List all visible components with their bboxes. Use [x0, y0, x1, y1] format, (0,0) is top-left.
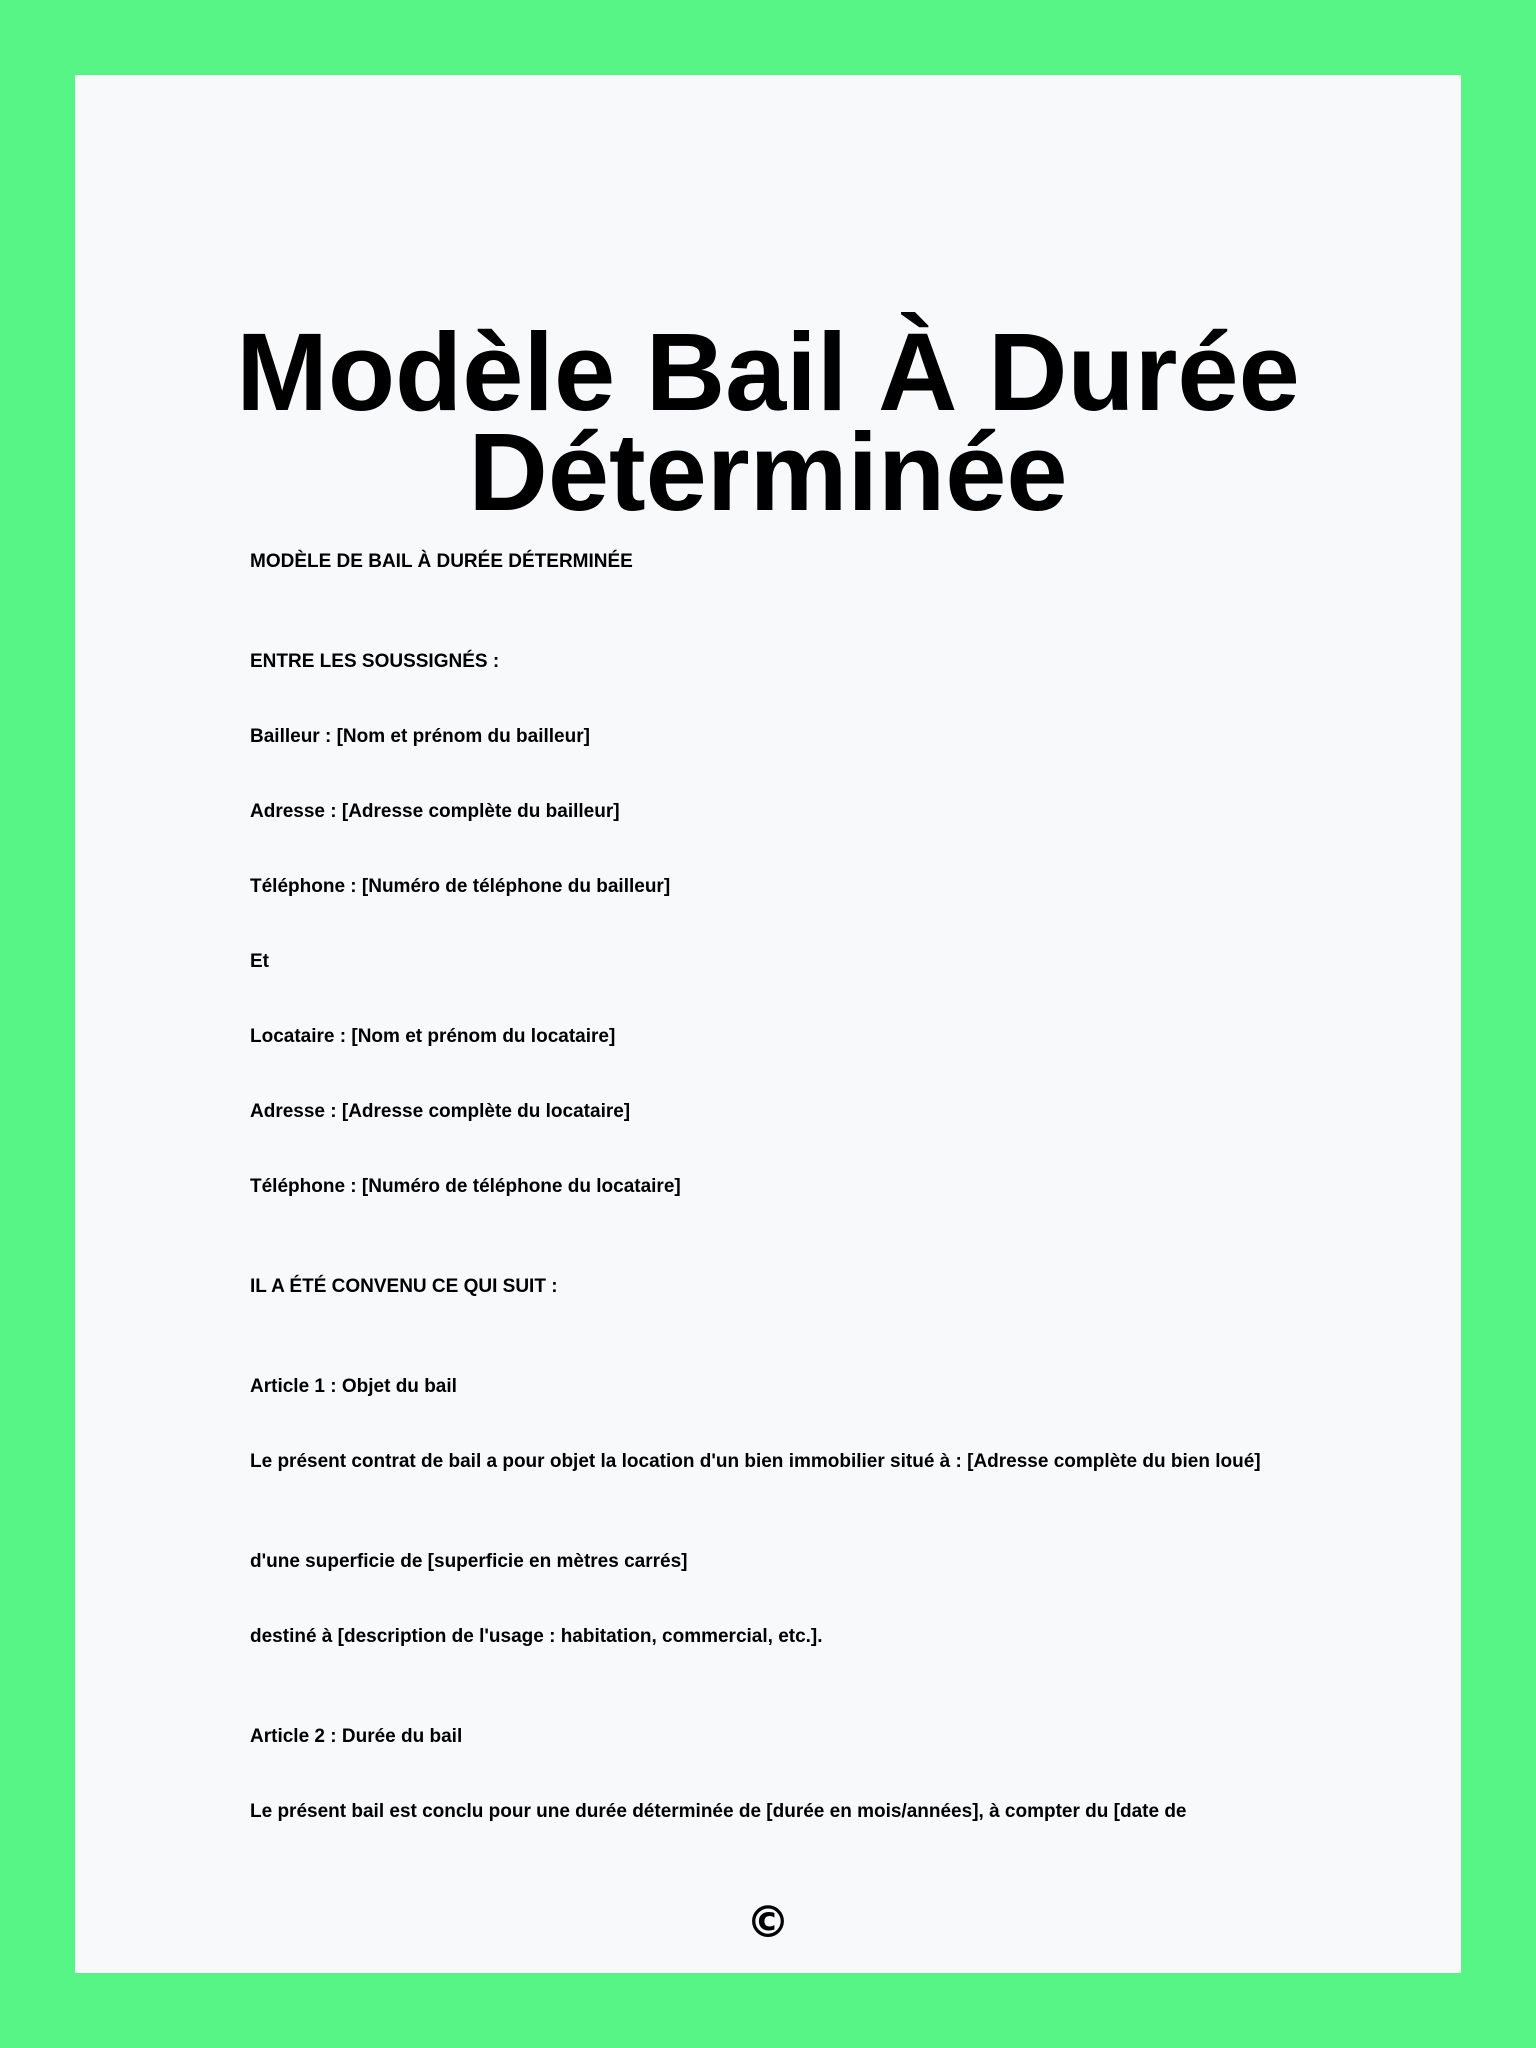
document-heading: MODÈLE DE BAIL À DURÉE DÉTERMINÉE: [250, 551, 633, 572]
title-line-1: Modèle Bail À Durée: [236, 311, 1300, 434]
title-line-2: Déterminée: [468, 411, 1068, 534]
tenant-phone: Téléphone : [Numéro de téléphone du locataire]: [250, 1176, 681, 1197]
tenant-name: Locataire : [Nom et prénom du locataire]: [250, 1026, 616, 1047]
landlord-address: Adresse : [Adresse complète du bailleur]: [250, 801, 620, 822]
article-2-paragraph: Le présent bail est conclu pour une durée déterminée de [durée en mois/années], à compter du [date de: [250, 1801, 1187, 1822]
document-page: [75, 75, 1461, 1973]
landlord-name: Bailleur : [Nom et prénom du bailleur]: [250, 726, 590, 747]
article-1-paragraph: Le présent contrat de bail a pour objet la location d'un bien immobilier situé à : [Adresse complète du bien loué]: [250, 1451, 1261, 1472]
article-2-heading: Article 2 : Durée du bail: [250, 1726, 463, 1747]
copyright-icon: ©: [746, 1897, 790, 1948]
agreement-heading: IL A ÉTÉ CONVENU CE QUI SUIT :: [250, 1276, 558, 1297]
article-1-surface: d'une superficie de [superficie en mètres carrés]: [250, 1551, 688, 1572]
landlord-phone: Téléphone : [Numéro de téléphone du bailleur]: [250, 876, 671, 897]
tenant-address: Adresse : [Adresse complète du locataire]: [250, 1101, 631, 1122]
document-title: [75, 311, 1461, 534]
and-separator: Et: [250, 951, 269, 972]
parties-heading: ENTRE LES SOUSSIGNÉS :: [250, 651, 500, 672]
article-1-usage: destiné à [description de l'usage : habitation, commercial, etc.].: [250, 1626, 823, 1647]
article-1-heading: Article 1 : Objet du bail: [250, 1376, 457, 1397]
